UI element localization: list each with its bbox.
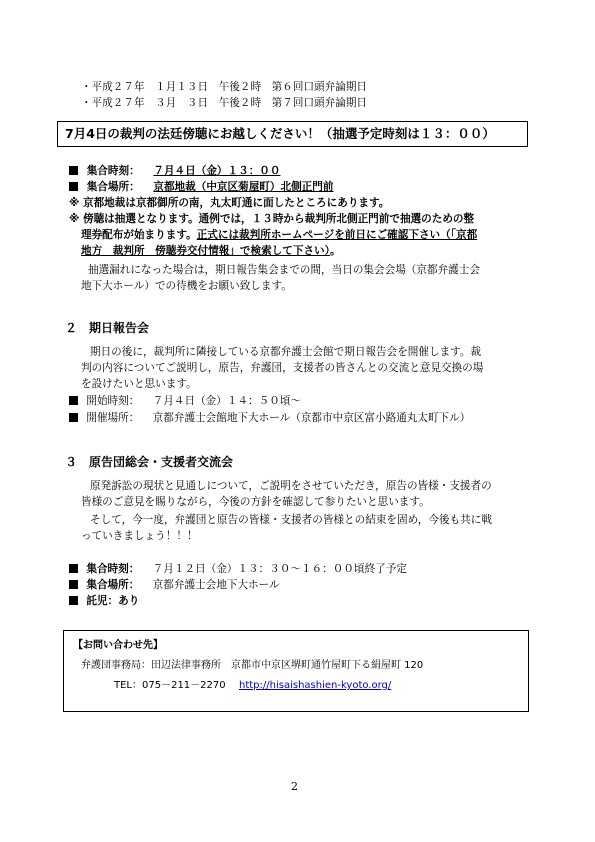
section2-heading: ２ 期日報告会 [65, 321, 150, 335]
contact-tel: TEL：075－211－2270 [114, 680, 226, 691]
hearing-date-7: ・平成２７年 ３月 ３日 午後２時 第７回口頭弁論期日 [81, 97, 368, 109]
section2-body2: 判の内容についてご説明し，原告，弁護団，支援者の皆さんとの交流と意見交換の場 [81, 362, 484, 374]
note-court-location: ※ 京都地裁は京都御所の南，丸太町通に面したところにあります。 [69, 197, 390, 209]
notice-headline [65, 126, 495, 142]
section3-time-value: ７月１２日（金）１３：３０～１６：００頃終了予定 [152, 563, 407, 575]
square-bullet-icon [69, 580, 78, 589]
gathering-time-label: 集合時刻： [86, 165, 140, 177]
section2-place-value: 京都弁護士会館地下大ホール（京都市中京区富小路通丸太町下ル） [152, 412, 471, 424]
gathering-place-label: 集合場所： [86, 181, 140, 193]
section2-start-row [69, 394, 301, 408]
hearing-date-6: ・平成２７年 １月１３日 午後２時 第６回口頭弁論期日 [81, 81, 368, 93]
notice-sub: （抽選予定時刻は１３：００） [319, 126, 495, 141]
section3-body3: そして，今一度，弁護団と原告の皆様・支援者の皆様との結束を固め，今後も共に戦 [90, 514, 492, 526]
section3-time-label: 集合時刻： [86, 563, 140, 575]
gathering-place-value: 京都地裁（中京区菊屋町）北側正門前 [153, 181, 334, 193]
section3-heading: ３ 原告団総会・支援者交流会 [65, 455, 234, 469]
section3-body2: 皆様のご意見を賜りながら，今後の方針を確認して参りたいと思います。 [81, 496, 430, 508]
section3-childcare: 託児：あり [86, 595, 140, 607]
note-lottery-line2 [81, 228, 477, 242]
note-lottery-line3 [81, 244, 341, 258]
gathering-time-row [69, 164, 281, 178]
note-waiting-line2: 地下大ホール）での待機をお願い致します。 [81, 280, 292, 292]
notice-main: 7月4日の裁判の法廷傍聴にお越しください！ [65, 126, 320, 141]
section2-place-row [69, 411, 470, 425]
square-bullet-icon [69, 396, 78, 405]
section3-place-label: 集合場所： [86, 579, 140, 591]
square-bullet-icon [69, 182, 78, 191]
gathering-time-value: ７月４日（金）１３：００ [153, 165, 281, 177]
note-lottery-line2b: 正式には裁判所ホームページを前日にご確認下さい（「京都 [196, 229, 478, 241]
square-bullet-icon [69, 413, 78, 422]
section3-body1: 原発訴訟の現状と見通しについて，ご説明をさせていただき，原告の皆様・支援者の [90, 480, 492, 492]
note-waiting-line1: 抽選漏れになった場合は，期日報告集会までの間，当日の集会会場（京都弁護士会 [88, 264, 480, 276]
note-lottery-line1: ※ 傍聴は抽選となります。通例では，１３時から裁判所北側正門前で抽選のための整 [69, 213, 475, 225]
note-lottery-line3-end: 。 [329, 245, 341, 257]
square-bullet-icon [69, 596, 78, 605]
square-bullet-icon [69, 166, 78, 175]
gathering-place-row [69, 180, 333, 194]
contact-office: 弁護団事務局：田辺法律事務所 京都市中京区堺町通竹屋町下る絹屋町 120 [81, 660, 424, 671]
contact-title: 【お問い合わせ先】 [73, 640, 163, 651]
section3-childcare-row [69, 594, 139, 608]
section2-place-label: 開催場所： [86, 412, 140, 424]
page-number: 2 [291, 780, 298, 793]
note-lottery-line3-text: 地方 裁判所 傍聴券交付情報」で検索して下さい） [81, 245, 330, 257]
section3-time-row [69, 562, 407, 576]
note-lottery-line2a: 理券配布が始まります。 [81, 229, 197, 241]
section2-start-value: ７月４日（金）１４：５０頃～ [152, 395, 302, 407]
section2-body1: 期日の後に，裁判所に隣接している京都弁護士会館で期日報告会を開催します。裁 [90, 346, 482, 358]
section2-body3: を設けたいと思います。 [81, 378, 197, 390]
contact-website-link[interactable]: http://hisaishashien-kyoto.org/ [239, 680, 392, 691]
section2-start-label: 開始時刻： [86, 395, 140, 407]
square-bullet-icon [69, 564, 78, 573]
section3-body4: っていきましょう！！！ [81, 530, 198, 542]
section3-place-value: 京都弁護士会地下大ホール [152, 579, 280, 591]
section3-place-row [69, 578, 280, 592]
